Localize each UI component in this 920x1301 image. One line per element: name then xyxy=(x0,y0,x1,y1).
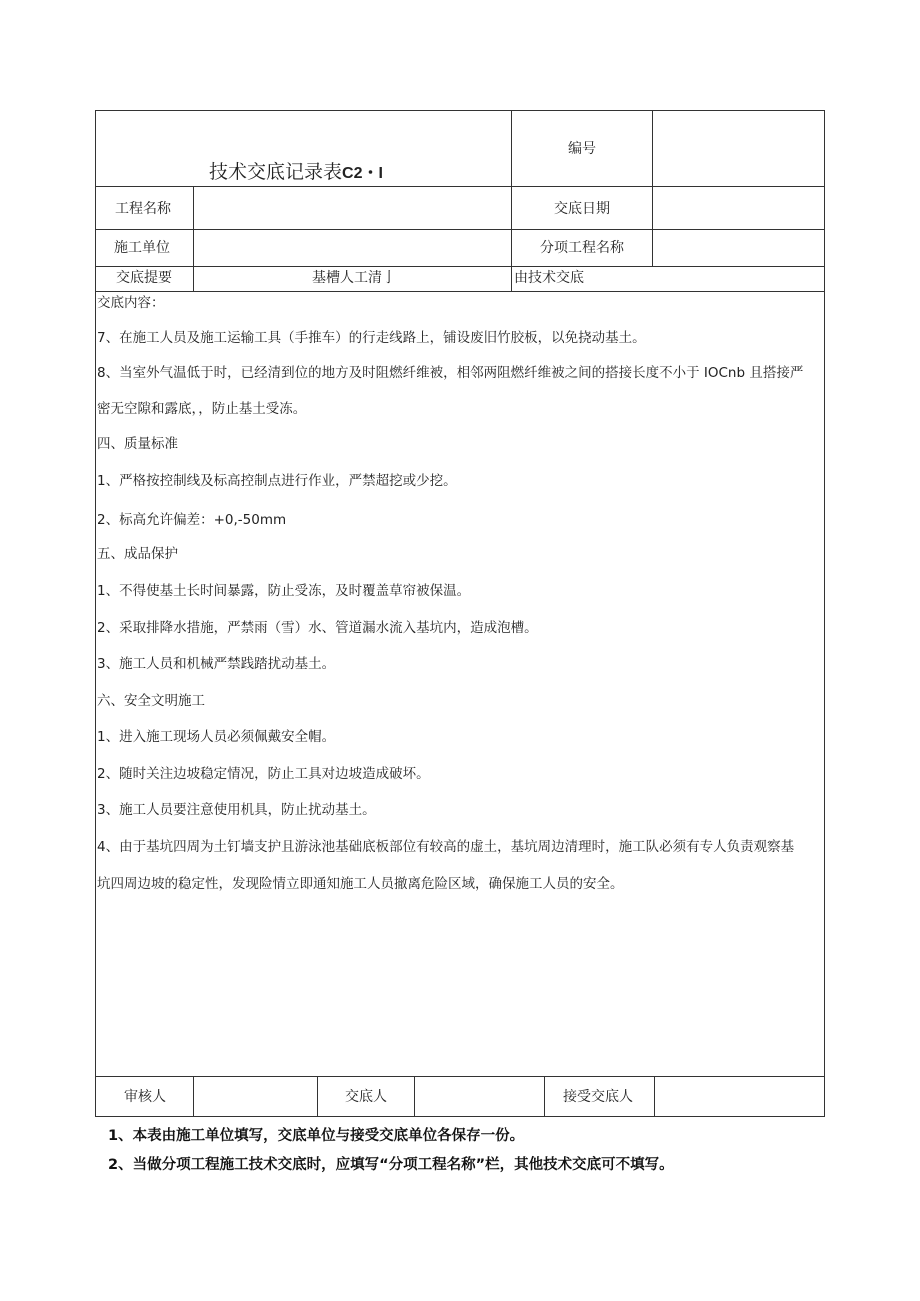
presenter-label: 交底人 xyxy=(345,1089,387,1105)
content-line: 2、标高允许偏差：+0,-50mm xyxy=(97,512,287,528)
row-divider xyxy=(95,291,825,292)
project-name-label: 工程名称 xyxy=(115,201,171,217)
number-label: 编号 xyxy=(568,141,596,157)
reviewer-label: 审核人 xyxy=(124,1089,166,1105)
content-line: 1、不得使基土长时间暴露，防止受冻，及时覆盖草帘被保温。 xyxy=(97,583,471,599)
project-name-field[interactable] xyxy=(200,200,505,218)
column-divider xyxy=(511,110,512,291)
summary-label: 交底提要 xyxy=(116,270,172,286)
footnote: 2、当做分项工程施工技术交底时，应填写“分项工程名称”栏，其他技术交底可不填写。 xyxy=(108,1157,674,1173)
footnote: 1、本表由施工单位填写，交底单位与接受交底单位各保存一份。 xyxy=(108,1128,525,1144)
column-divider xyxy=(414,1076,415,1117)
form-code: C2・I xyxy=(342,165,383,182)
content-line: 3、施工人员和机械严禁践踏扰动基土。 xyxy=(97,656,336,672)
content-line: 密无空隙和露底，，防止基土受冻。 xyxy=(97,401,307,417)
date-field[interactable] xyxy=(660,200,820,218)
receiver-label: 接受交底人 xyxy=(563,1089,633,1105)
content-line: 1、进入施工现场人员必须佩戴安全帽。 xyxy=(97,729,336,745)
form-title xyxy=(209,160,383,186)
subproject-label: 分项工程名称 xyxy=(540,240,624,256)
column-divider xyxy=(544,1076,545,1117)
content-line: 4、由于基坑四周为土钉墙支护且游泳池基础底板部位有较高的虚土，基坑周边清理时，施工队必须有专人负责观察基 xyxy=(97,839,795,855)
summary-extra: 由技术交底 xyxy=(514,270,584,286)
column-divider xyxy=(317,1076,318,1117)
content-line: 8、当室外气温低于时，已经清到位的地方及时阻燃纤维被，相邻两阻燃纤维被之间的搭接长度不小于 IOCnb 且搭接严 xyxy=(97,365,804,381)
content-line: 2、随时关注边坡稳定情况，防止工具对边坡造成破坏。 xyxy=(97,766,430,782)
column-divider xyxy=(193,186,194,291)
content-section-heading: 四、质量标准 xyxy=(97,436,178,452)
content-section-heading: 六、安全文明施工 xyxy=(97,693,205,709)
subproject-field[interactable] xyxy=(660,239,820,257)
row-divider xyxy=(95,186,825,187)
row-divider xyxy=(95,266,825,267)
content-heading: 交底内容： xyxy=(97,295,165,311)
row-divider xyxy=(95,1076,825,1077)
column-divider xyxy=(652,110,653,266)
reviewer-field[interactable] xyxy=(198,1088,312,1106)
summary-value: 基槽人工清亅 xyxy=(312,270,396,286)
row-divider xyxy=(95,229,825,230)
construction-unit-label: 施工单位 xyxy=(114,240,170,256)
number-field[interactable] xyxy=(660,140,820,158)
content-line: 1、严格按控制线及标高控制点进行作业，严禁超挖或少挖。 xyxy=(97,473,457,489)
column-divider xyxy=(193,1076,194,1117)
date-label: 交底日期 xyxy=(554,201,610,217)
content-line: 2、采取排降水措施，严禁雨（雪）水、管道漏水流入基坑内，造成泡槽。 xyxy=(97,620,538,636)
receiver-field[interactable] xyxy=(660,1088,820,1106)
content-line: 坑四周边坡的稳定性，发现险情立即通知施工人员撤离危险区域，确保施工人员的安全。 xyxy=(97,876,624,892)
form-title-text: 技术交底记录表 xyxy=(209,161,343,183)
content-section-heading: 五、成品保护 xyxy=(97,546,178,562)
presenter-field[interactable] xyxy=(419,1088,539,1106)
column-divider xyxy=(654,1076,655,1117)
record-table xyxy=(95,110,825,1117)
content-line: 7、在施工人员及施工运输工具（手推车）的行走线路上，铺设废旧竹胶板，以免挠动基土。 xyxy=(97,330,646,346)
construction-unit-field[interactable] xyxy=(200,239,505,257)
content-line: 3、施工人员要注意使用机具，防止扰动基土。 xyxy=(97,802,376,818)
